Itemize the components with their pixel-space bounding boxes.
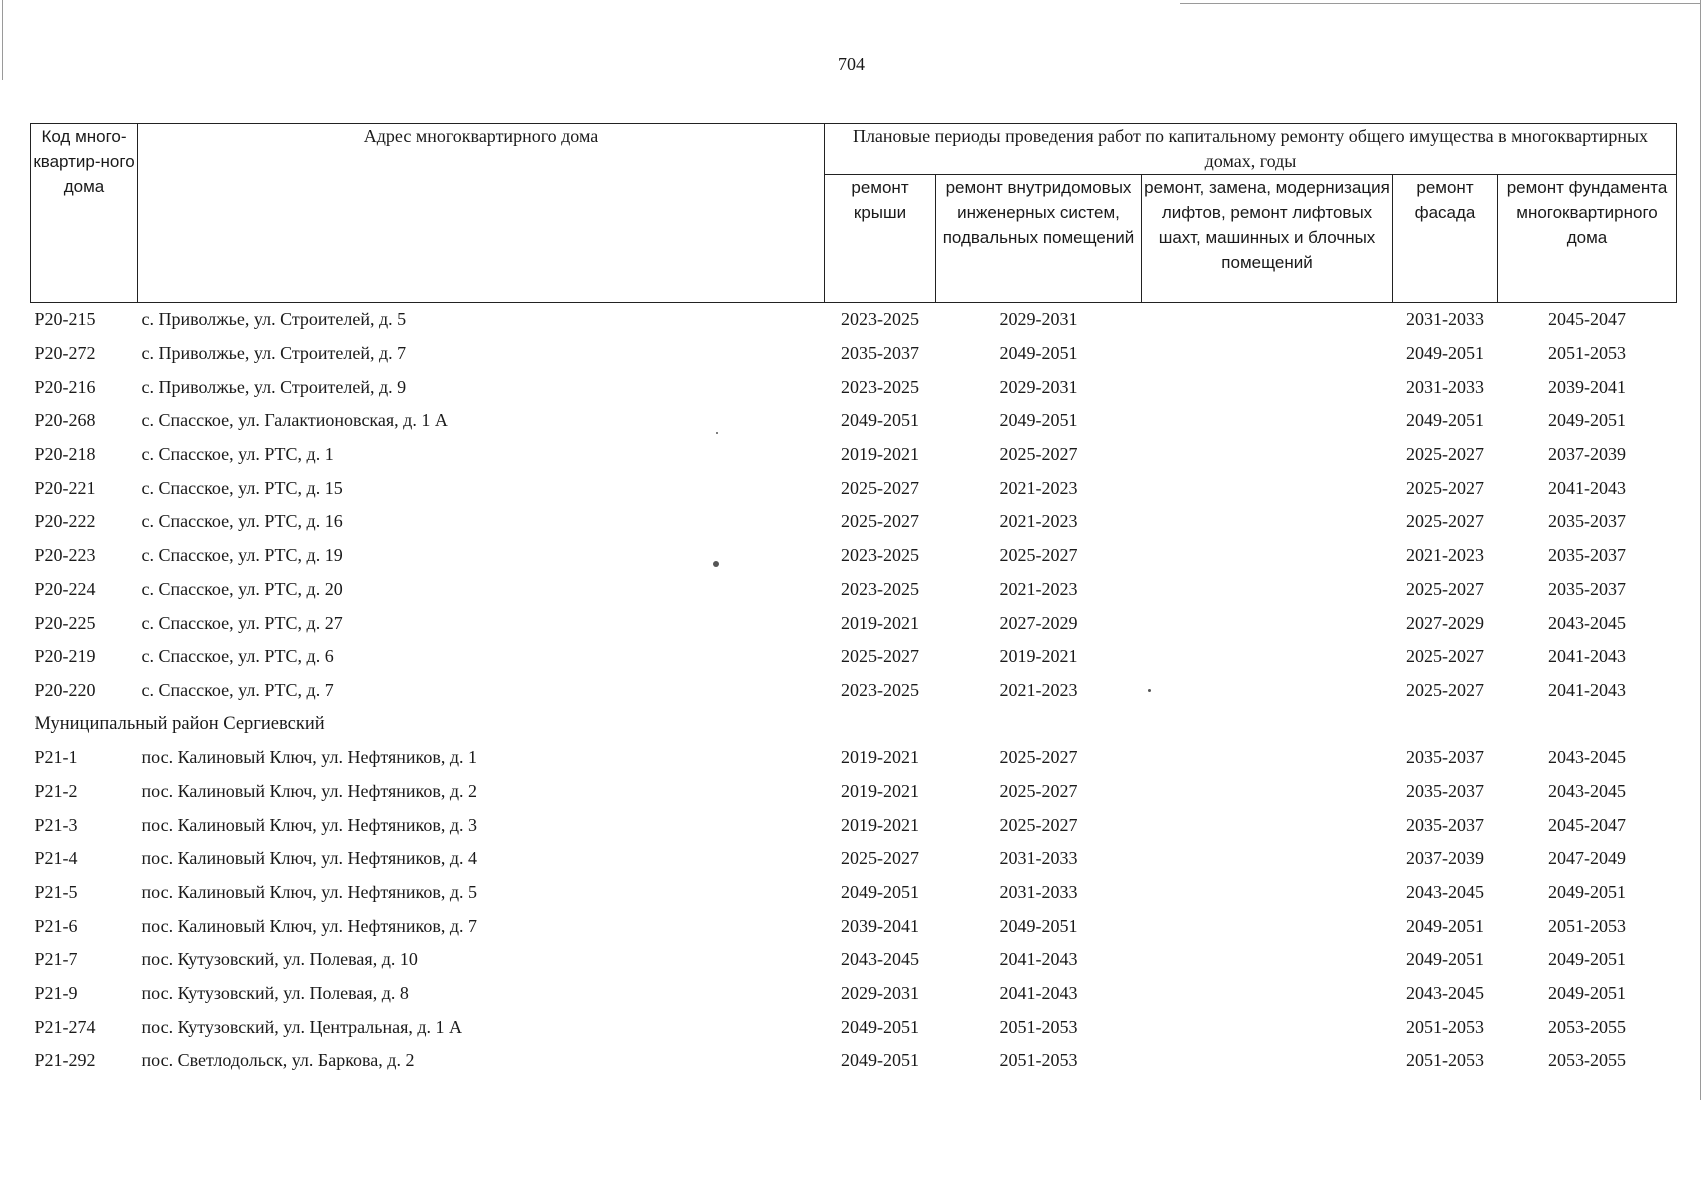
- systems-period: 2027-2029: [999, 612, 1078, 633]
- systems-period: 2051-2053: [999, 1016, 1078, 1037]
- house-address: с. Спасское, ул. РТС, д. 16: [141, 511, 343, 532]
- roof-period: 2039-2041: [841, 915, 919, 936]
- foundation-period: 2035-2037: [1548, 578, 1626, 599]
- house-address: с. Приволжье, ул. Строителей, д. 9: [141, 376, 407, 397]
- systems-period: 2019-2021: [999, 646, 1078, 667]
- lifts-period: [1142, 471, 1393, 505]
- table-row: [31, 404, 1677, 438]
- table-row: [31, 573, 1677, 607]
- roof-period: 2023-2025: [841, 309, 919, 330]
- house-code: P21-3: [34, 814, 78, 835]
- systems-period: 2049-2051: [999, 915, 1078, 936]
- house-address: пос. Калиновый Ключ, ул. Нефтяников, д. 4: [141, 848, 477, 869]
- lifts-period: [1142, 741, 1393, 775]
- table-row: [31, 539, 1677, 573]
- house-address: с. Спасское, ул. РТС, д. 20: [141, 578, 343, 599]
- lifts-period: [1142, 606, 1393, 640]
- house-address: с. Спасское, ул. РТС, д. 15: [141, 477, 343, 498]
- roof-period: 2025-2027: [841, 646, 919, 667]
- house-code: P21-5: [34, 882, 78, 903]
- table-body: [31, 303, 1677, 1078]
- roof-period: 2043-2045: [841, 949, 919, 970]
- table-row: [31, 977, 1677, 1011]
- table-row: [31, 337, 1677, 371]
- facade-period: 2031-2033: [1406, 309, 1484, 330]
- table-row: [31, 808, 1677, 842]
- table-row: [31, 674, 1677, 708]
- table-row: [31, 505, 1677, 539]
- foundation-period: 2049-2051: [1548, 882, 1626, 903]
- foundation-period: 2045-2047: [1548, 309, 1626, 330]
- lifts-period: [1142, 977, 1393, 1011]
- table-row: [31, 640, 1677, 674]
- house-code: P21-9: [34, 983, 78, 1004]
- systems-period: 2021-2023: [999, 578, 1078, 599]
- foundation-period: 2049-2051: [1548, 949, 1626, 970]
- systems-period: 2029-2031: [999, 376, 1078, 397]
- house-code: P20-223: [34, 545, 96, 566]
- table-row: [31, 1044, 1677, 1078]
- table-row: [31, 438, 1677, 472]
- capital-repair-table: [30, 123, 1677, 1078]
- foundation-period: 2037-2039: [1548, 444, 1626, 465]
- facade-period: 2049-2051: [1406, 343, 1484, 364]
- roof-period: 2049-2051: [841, 882, 919, 903]
- foundation-period: 2045-2047: [1548, 814, 1626, 835]
- facade-period: 2025-2027: [1406, 477, 1484, 498]
- house-address: пос. Кутузовский, ул. Центральная, д. 1 А: [141, 1016, 463, 1037]
- foundation-period: 2053-2055: [1548, 1016, 1626, 1037]
- house-address: пос. Калиновый Ключ, ул. Нефтяников, д. 2: [141, 780, 477, 801]
- table-row: [31, 775, 1677, 809]
- systems-period: 2051-2053: [999, 1050, 1078, 1071]
- table-row: [31, 909, 1677, 943]
- foundation-period: 2049-2051: [1548, 983, 1626, 1004]
- house-code: P20-218: [34, 444, 96, 465]
- table-row: [31, 741, 1677, 775]
- table-row: [31, 471, 1677, 505]
- header-roof: ремонт крыши: [825, 175, 936, 303]
- foundation-period: 2053-2055: [1548, 1050, 1626, 1071]
- facade-period: 2051-2053: [1406, 1016, 1484, 1037]
- house-address: с. Приволжье, ул. Строителей, д. 7: [141, 343, 407, 364]
- facade-period: 2025-2027: [1406, 679, 1484, 700]
- house-address: с. Спасское, ул. РТС, д. 27: [141, 612, 343, 633]
- house-code: P20-268: [34, 410, 96, 431]
- foundation-period: 2047-2049: [1548, 848, 1626, 869]
- house-code: P21-7: [34, 949, 78, 970]
- lifts-period: [1142, 438, 1393, 472]
- lifts-period: [1142, 808, 1393, 842]
- roof-period: 2049-2051: [841, 1050, 919, 1071]
- lifts-period: [1142, 1010, 1393, 1044]
- house-address: пос. Калиновый Ключ, ул. Нефтяников, д. 5: [141, 882, 477, 903]
- facade-period: 2043-2045: [1406, 882, 1484, 903]
- house-code: P20-225: [34, 612, 96, 633]
- systems-period: 2021-2023: [999, 511, 1078, 532]
- house-address: с. Спасское, ул. РТС, д. 6: [141, 646, 334, 667]
- systems-period: 2025-2027: [999, 747, 1078, 768]
- facade-period: 2049-2051: [1406, 410, 1484, 431]
- lifts-period: [1142, 404, 1393, 438]
- house-code: P20-221: [34, 477, 96, 498]
- systems-period: 2021-2023: [999, 477, 1078, 498]
- scan-edge-right: [1700, 0, 1701, 1100]
- roof-period: 2019-2021: [841, 612, 919, 633]
- lifts-period: [1142, 337, 1393, 371]
- facade-period: 2027-2029: [1406, 612, 1484, 633]
- facade-period: 2025-2027: [1406, 511, 1484, 532]
- lifts-period: [1142, 505, 1393, 539]
- house-code: P21-6: [34, 915, 78, 936]
- facade-period: 2031-2033: [1406, 376, 1484, 397]
- facade-period: 2021-2023: [1406, 545, 1484, 566]
- header-foundation: ремонт фундамента многоквартирного дома: [1498, 175, 1677, 303]
- house-address: пос. Кутузовский, ул. Полевая, д. 8: [141, 983, 409, 1004]
- header-engineering-systems: ремонт внутридомовых инженерных систем, подвальных помещений: [936, 175, 1142, 303]
- foundation-period: 2041-2043: [1548, 646, 1626, 667]
- house-code: P20-220: [34, 679, 96, 700]
- roof-period: 2025-2027: [841, 848, 919, 869]
- systems-period: 2025-2027: [999, 780, 1078, 801]
- page-number: 704: [838, 54, 865, 74]
- house-code: P20-219: [34, 646, 96, 667]
- house-code: P21-1: [34, 747, 78, 768]
- roof-period: 2023-2025: [841, 545, 919, 566]
- facade-period: 2051-2053: [1406, 1050, 1484, 1071]
- table-row: [31, 842, 1677, 876]
- roof-period: 2049-2051: [841, 410, 919, 431]
- lifts-period: [1142, 943, 1393, 977]
- house-code: P21-274: [34, 1016, 96, 1037]
- facade-period: 2025-2027: [1406, 646, 1484, 667]
- roof-period: 2035-2037: [841, 343, 919, 364]
- facade-period: 2049-2051: [1406, 949, 1484, 970]
- scan-edge-top: [1180, 3, 1700, 4]
- header-facade: ремонт фасада: [1393, 175, 1498, 303]
- facade-period: 2037-2039: [1406, 848, 1484, 869]
- house-code: P20-222: [34, 511, 96, 532]
- facade-period: 2035-2037: [1406, 747, 1484, 768]
- house-address: пос. Калиновый Ключ, ул. Нефтяников, д. 7: [141, 915, 477, 936]
- lifts-period: [1142, 876, 1393, 910]
- house-code: P20-216: [34, 376, 96, 397]
- facade-period: 2043-2045: [1406, 983, 1484, 1004]
- house-address: с. Спасское, ул. РТС, д. 1: [141, 444, 334, 465]
- facade-period: 2035-2037: [1406, 780, 1484, 801]
- roof-period: 2025-2027: [841, 477, 919, 498]
- house-code: P21-2: [34, 780, 78, 801]
- facade-period: 2025-2027: [1406, 578, 1484, 599]
- foundation-period: 2041-2043: [1548, 679, 1626, 700]
- systems-period: 2025-2027: [999, 814, 1078, 835]
- house-address: пос. Светлодольск, ул. Баркова, д. 2: [141, 1050, 415, 1071]
- foundation-period: 2043-2045: [1548, 747, 1626, 768]
- header-lifts: ремонт, замена, модернизация лифтов, ремонт лифтовых шахт, машинных и блочных помещений: [1142, 175, 1393, 303]
- table-row: [31, 876, 1677, 910]
- lifts-period: [1142, 1044, 1393, 1078]
- header-code: Код много-квартир-ного дома: [31, 124, 138, 303]
- systems-period: 2031-2033: [999, 848, 1078, 869]
- roof-period: 2019-2021: [841, 814, 919, 835]
- house-address: с. Спасское, ул. РТС, д. 19: [141, 545, 343, 566]
- roof-period: 2019-2021: [841, 747, 919, 768]
- lifts-period: [1142, 674, 1393, 708]
- house-code: P20-224: [34, 578, 96, 599]
- systems-period: 2021-2023: [999, 679, 1078, 700]
- roof-period: 2029-2031: [841, 983, 919, 1004]
- systems-period: 2041-2043: [999, 949, 1078, 970]
- table-row: [31, 943, 1677, 977]
- foundation-period: 2035-2037: [1548, 511, 1626, 532]
- systems-period: 2025-2027: [999, 545, 1078, 566]
- lifts-period: [1142, 573, 1393, 607]
- house-code: P20-272: [34, 343, 96, 364]
- house-code: P21-4: [34, 848, 78, 869]
- house-code: P21-292: [34, 1050, 96, 1071]
- roof-period: 2023-2025: [841, 376, 919, 397]
- foundation-period: 2043-2045: [1548, 780, 1626, 801]
- roof-period: 2025-2027: [841, 511, 919, 532]
- systems-period: 2025-2027: [999, 444, 1078, 465]
- table-row: [31, 370, 1677, 404]
- table-row: [31, 303, 1677, 337]
- house-address: с. Приволжье, ул. Строителей, д. 5: [141, 309, 407, 330]
- foundation-period: 2051-2053: [1548, 343, 1626, 364]
- facade-period: 2049-2051: [1406, 915, 1484, 936]
- roof-period: 2023-2025: [841, 679, 919, 700]
- facade-period: 2035-2037: [1406, 814, 1484, 835]
- systems-period: 2049-2051: [999, 343, 1078, 364]
- table-row: [31, 1010, 1677, 1044]
- house-address: пос. Калиновый Ключ, ул. Нефтяников, д. 1: [141, 747, 477, 768]
- systems-period: 2031-2033: [999, 882, 1078, 903]
- lifts-period: [1142, 539, 1393, 573]
- house-code: P20-215: [34, 309, 96, 330]
- house-address: пос. Калиновый Ключ, ул. Нефтяников, д. 3: [141, 814, 477, 835]
- systems-period: 2041-2043: [999, 983, 1078, 1004]
- lifts-period: [1142, 303, 1393, 337]
- header-planned-periods: Плановые периоды проведения работ по капитальному ремонту общего имущества в многоквартирных домах, годы: [825, 124, 1677, 175]
- systems-period: 2049-2051: [999, 410, 1078, 431]
- roof-period: 2023-2025: [841, 578, 919, 599]
- foundation-period: 2049-2051: [1548, 410, 1626, 431]
- lifts-period: [1142, 909, 1393, 943]
- lifts-period: [1142, 640, 1393, 674]
- roof-period: 2049-2051: [841, 1016, 919, 1037]
- facade-period: 2025-2027: [1406, 444, 1484, 465]
- house-address: с. Спасское, ул. РТС, д. 7: [141, 679, 334, 700]
- lifts-period: [1142, 775, 1393, 809]
- foundation-period: 2035-2037: [1548, 545, 1626, 566]
- district-row: [31, 707, 1677, 741]
- foundation-period: 2041-2043: [1548, 477, 1626, 498]
- foundation-period: 2043-2045: [1548, 612, 1626, 633]
- foundation-period: 2051-2053: [1548, 915, 1626, 936]
- district-name: Муниципальный район Сергиевский: [34, 713, 325, 734]
- house-address: с. Спасское, ул. Галактионовская, д. 1 А: [141, 410, 448, 431]
- roof-period: 2019-2021: [841, 780, 919, 801]
- lifts-period: [1142, 370, 1393, 404]
- table-row: [31, 606, 1677, 640]
- roof-period: 2019-2021: [841, 444, 919, 465]
- house-address: пос. Кутузовский, ул. Полевая, д. 10: [141, 949, 418, 970]
- foundation-period: 2039-2041: [1548, 376, 1626, 397]
- systems-period: 2029-2031: [999, 309, 1078, 330]
- header-address: Адрес многоквартирного дома: [138, 124, 825, 303]
- lifts-period: [1142, 842, 1393, 876]
